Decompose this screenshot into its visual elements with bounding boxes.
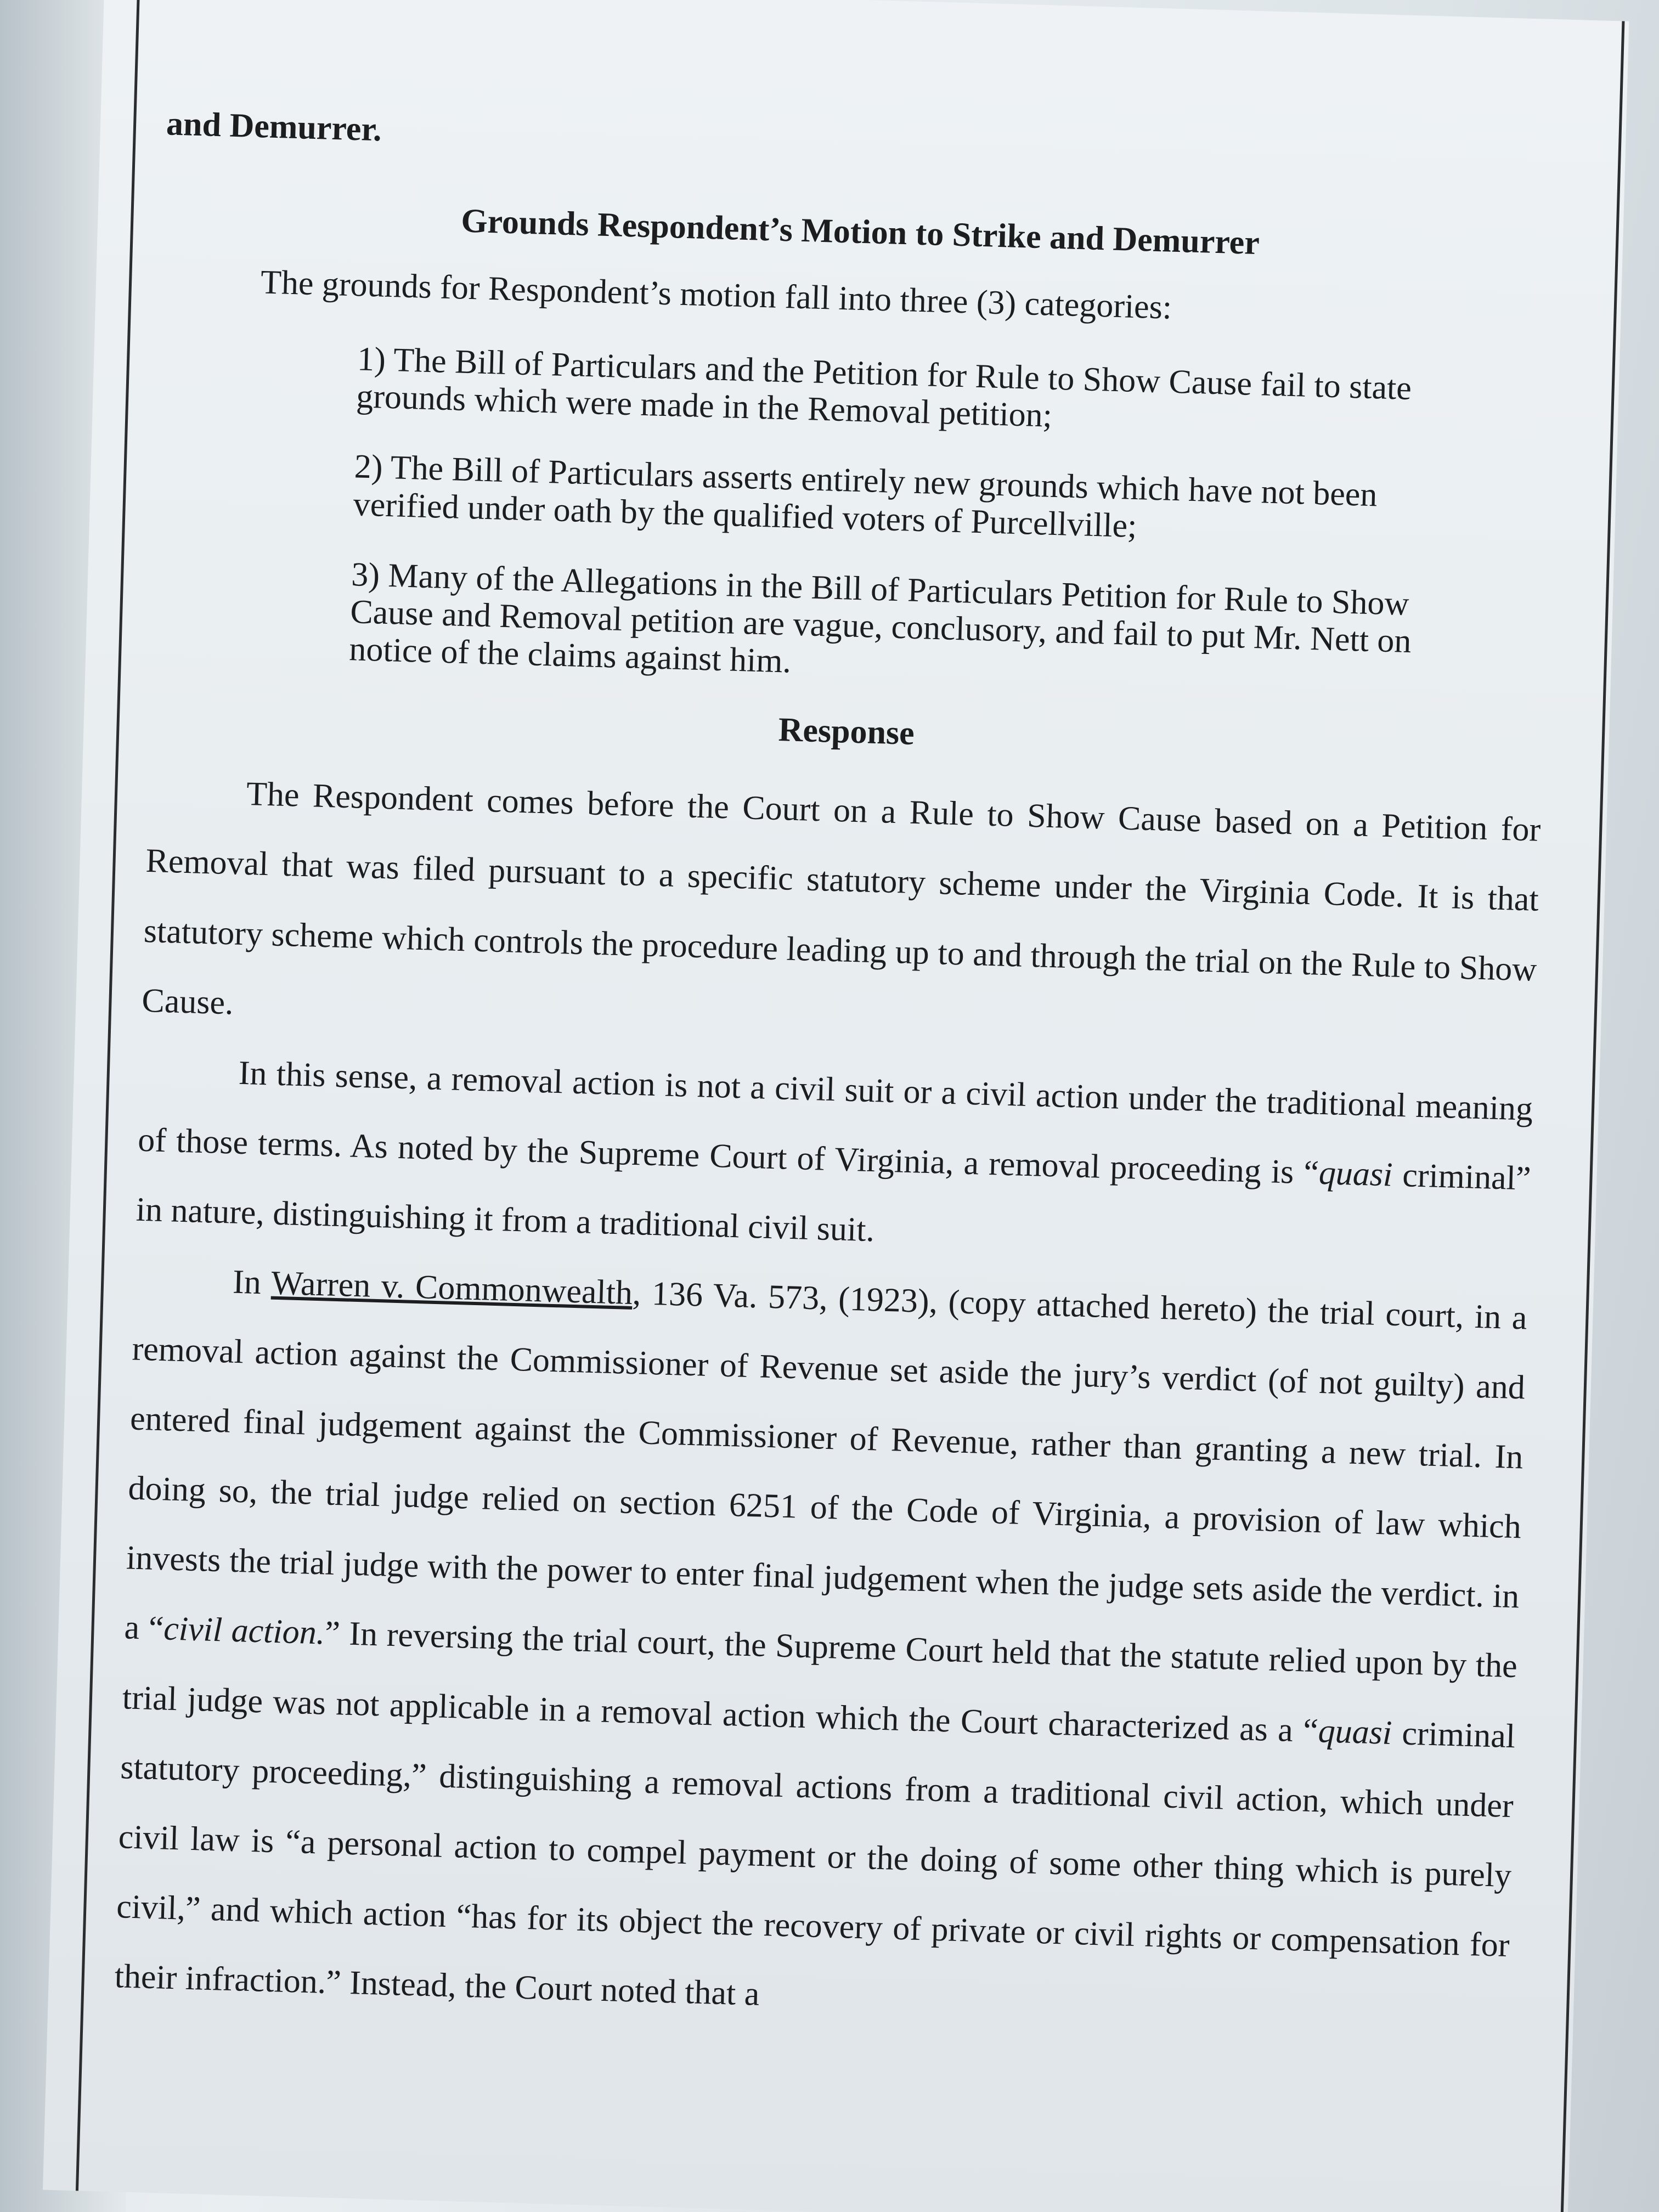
paragraph-3-text-b: , 136 Va. 573, (1923), (copy attached hereto) the trial court, in a removal action against the Commissioner of Revenue set aside the jury’s verdict (of not guilty) and entered final judgement against the Commissioner of Revenue, rather than granting a new trial. In doing so, the trial judge relied on section 6251 of the Code of Virginia, a provision of law which invests the trial judge with the power to enter final judgement when the judge sets aside the verdict. in a “ [123, 1274, 1528, 1647]
grounds-list [349, 340, 1427, 698]
case-citation: Warren v. Commonwealth [270, 1264, 633, 1312]
intro-paragraph: The grounds for Respondent’s motion fall into three (3) categories: [260, 263, 1173, 326]
paragraph-2 [135, 1035, 1534, 1283]
right-margin-rule [1560, 21, 1625, 2212]
response-heading: Response [777, 711, 915, 753]
paragraph-2-text-b: criminal” in nature, distinguishing it from a traditional civil suit. [135, 1156, 1532, 1249]
document-body [114, 106, 1560, 2050]
ground-item: 1) The Bill of Particulars and the Petition for Rule to Show Cause fail to state grounds which were made in the Removal petition; [356, 340, 1412, 435]
paragraph-3-text-c: ” In reversing the trial court, the Supreme Court held that the statute relied upon by the trial judge was not applicable in a removal action which the Court characterized as a “ [122, 1615, 1518, 1750]
italic-quasi: quasi [1318, 1154, 1393, 1194]
document-page [43, 0, 1629, 2212]
italic-quasi: quasi [1317, 1712, 1393, 1752]
paragraph-2-text-a: In this sense, a removal action is not a civil suit or a civil action under the traditional meaning of those terms. As noted by the Supreme Court of Virginia, a removal proceeding is “ [137, 1054, 1533, 1192]
italic-civil-action: civil action. [163, 1610, 326, 1652]
continued-heading: and Demurrer. [166, 105, 382, 149]
ground-item: 3) Many of the Allegations in the Bill of Particulars Petition for Rule to Show Cause and Removal petition are vague, conclusory, and fail to put Mr. Nett on notice of the claims against him. [348, 555, 1412, 680]
paragraph-3-text-d: criminal statutory proceeding,” distinguishing a removal actions from a traditional civil action, which under civil law is “a personal action to compel payment or the doing of some other thing which is purely civil,” and which action “has for its object the recovery of private or civil rights or compensation for their infraction.” Instead, the Court noted that a [114, 1714, 1516, 2013]
paragraph-3-text-a: In [232, 1263, 272, 1302]
ground-item: 2) The Bill of Particulars asserts entirely new grounds which have not been verified under oath by the qualified voters of Purcellville; [353, 448, 1378, 545]
section-heading: Grounds Respondent’s Motion to Strike and Demurrer [460, 202, 1260, 262]
paragraph-1: The Respondent comes before the Court on a Rule to Show Cause based on a Petition for Removal that was filed pursuant to a specific statutory scheme under the Virginia Code. It is that statutory scheme which controls the procedure leading up to and through the trial on the Rule to Show Cause. [141, 775, 1542, 1022]
paragraph-3 [114, 1245, 1528, 2050]
